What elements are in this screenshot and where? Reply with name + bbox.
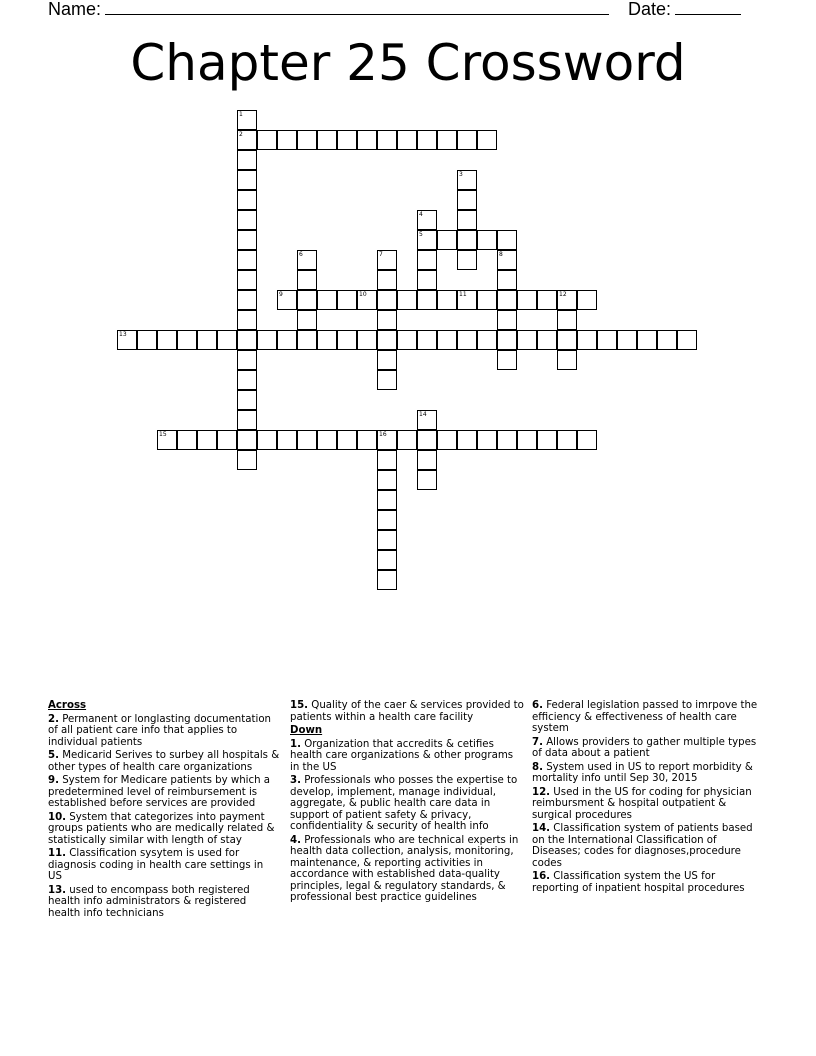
grid-cell[interactable]	[317, 130, 337, 150]
clues-column-2	[290, 700, 524, 906]
grid-cell[interactable]	[377, 530, 397, 550]
grid-cell[interactable]	[497, 330, 517, 350]
grid-cell[interactable]	[137, 330, 157, 350]
grid-cell[interactable]	[237, 170, 257, 190]
grid-cell[interactable]	[537, 290, 557, 310]
date-label: Date:	[628, 0, 672, 19]
grid-cell[interactable]	[557, 350, 577, 370]
grid-cell[interactable]	[457, 210, 477, 230]
clue-number: 12	[559, 291, 567, 298]
grid-cell[interactable]	[297, 430, 317, 450]
grid-cell[interactable]	[237, 310, 257, 330]
grid-cell[interactable]	[417, 450, 437, 470]
grid-cell[interactable]	[237, 130, 257, 150]
grid-cell[interactable]	[237, 150, 257, 170]
grid-cell[interactable]	[417, 250, 437, 270]
grid-cell[interactable]	[557, 290, 577, 310]
grid-cell[interactable]	[437, 130, 457, 150]
grid-cell[interactable]	[317, 330, 337, 350]
grid-cell[interactable]	[237, 330, 257, 350]
clue-number: 9	[279, 291, 283, 298]
clue-number: 3	[459, 171, 463, 178]
grid-cell[interactable]	[177, 330, 197, 350]
grid-cell[interactable]	[497, 430, 517, 450]
grid-cell[interactable]	[537, 330, 557, 350]
grid-cell[interactable]	[497, 350, 517, 370]
grid-cell[interactable]	[517, 330, 537, 350]
grid-cell[interactable]	[237, 210, 257, 230]
grid-cell[interactable]	[477, 230, 497, 250]
grid-cell[interactable]	[237, 410, 257, 430]
grid-cell[interactable]	[437, 430, 457, 450]
clue-number: 13	[119, 331, 127, 338]
clues-column-3	[532, 700, 764, 896]
grid-cell[interactable]	[557, 330, 577, 350]
grid-cell[interactable]	[497, 250, 517, 270]
grid-cell[interactable]	[277, 290, 297, 310]
grid-cell[interactable]	[437, 230, 457, 250]
clue-across-2: 2. Permanent or longlasting documentation of all patient care info that applies to individual patients	[48, 713, 272, 748]
grid-cell[interactable]	[497, 310, 517, 330]
grid-cell[interactable]	[377, 130, 397, 150]
grid-cell[interactable]	[457, 170, 477, 190]
grid-cell[interactable]	[297, 330, 317, 350]
grid-cell[interactable]	[377, 290, 397, 310]
clue-number: 8	[499, 251, 503, 258]
grid-cell[interactable]	[237, 250, 257, 270]
grid-cell[interactable]	[237, 290, 257, 310]
grid-cell[interactable]	[457, 330, 477, 350]
clue-across-13: 13. used to encompass both registered health info administrators & registered health info technicians	[48, 884, 250, 919]
grid-cell[interactable]	[357, 290, 377, 310]
grid-cell[interactable]	[517, 430, 537, 450]
clue-down-3: 3. Professionals who posses the expertise to develop, implement, manage individual, aggregate, & public health care data in support of patient safety & privacy, confidentiality & security of health info	[290, 775, 518, 832]
grid-cell[interactable]	[297, 130, 317, 150]
grid-cell[interactable]	[277, 430, 297, 450]
grid-cell[interactable]	[337, 430, 357, 450]
clue-down-4: 4. Professionals who are technical experts in health data collection, analysis, monitoring, maintenance, & reporting activities in accordance with established data-quality principles, legal & regulatory standards, & professional best practice guidelines	[290, 834, 519, 903]
grid-cell[interactable]	[377, 550, 397, 570]
clue-number: 6	[299, 251, 303, 258]
grid-cell[interactable]	[177, 430, 197, 450]
grid-cell[interactable]	[337, 290, 357, 310]
grid-cell[interactable]	[277, 330, 297, 350]
grid-cell[interactable]	[297, 290, 317, 310]
grid-cell[interactable]	[477, 430, 497, 450]
grid-cell[interactable]	[257, 130, 277, 150]
clue-down-8: 8. System used in US to report morbidity & mortality info until Sep 30, 2015	[532, 761, 753, 784]
grid-cell[interactable]	[457, 190, 477, 210]
grid-cell[interactable]	[237, 430, 257, 450]
grid-cell[interactable]	[337, 130, 357, 150]
grid-cell[interactable]	[437, 290, 457, 310]
clue-down-12: 12. Used in the US for coding for physician reimbursment & hospital outpatient & surgical procedures	[532, 786, 752, 821]
grid-cell[interactable]	[477, 290, 497, 310]
grid-cell[interactable]	[577, 290, 597, 310]
page-title: Chapter 25 Crossword	[130, 34, 686, 92]
clue-down-6: 6. Federal legislation passed to imrpove the efficiency & effectiveness of health care system	[532, 700, 758, 734]
grid-cell[interactable]	[677, 330, 697, 350]
clue-across-15: 15. Quality of the caer & services provided to patients within a health care facility	[290, 700, 524, 723]
grid-cell[interactable]	[197, 330, 217, 350]
grid-cell[interactable]	[377, 430, 397, 450]
grid-cell[interactable]	[417, 230, 437, 250]
grid-cell[interactable]	[477, 130, 497, 150]
grid-cell[interactable]	[437, 330, 457, 350]
grid-cell[interactable]	[257, 330, 277, 350]
grid-cell[interactable]	[377, 510, 397, 530]
grid-cell[interactable]	[457, 130, 477, 150]
clue-number: 2	[239, 131, 243, 138]
grid-cell[interactable]	[417, 130, 437, 150]
grid-cell[interactable]	[117, 330, 137, 350]
clue-across-9: 9. System for Medicare patients by which a predetermined level of reimbursement is established before services are provided	[48, 775, 271, 809]
clue-number: 4	[419, 211, 423, 218]
grid-cell[interactable]	[357, 130, 377, 150]
clues-column-1	[48, 700, 280, 921]
grid-cell[interactable]	[377, 270, 397, 290]
grid-cell[interactable]	[237, 350, 257, 370]
grid-cell[interactable]	[317, 430, 337, 450]
grid-cell[interactable]	[517, 290, 537, 310]
grid-cell[interactable]	[457, 430, 477, 450]
grid-cell[interactable]	[457, 250, 477, 270]
grid-cell[interactable]	[277, 130, 297, 150]
grid-cell[interactable]	[217, 330, 237, 350]
grid-cell[interactable]	[357, 330, 377, 350]
grid-cell[interactable]	[237, 370, 257, 390]
grid-cell[interactable]	[377, 330, 397, 350]
clue-across-10: 10. System that categorizes into payment groups patients who are medically related & statistically similar with length of stay	[48, 811, 275, 846]
clue-number: 11	[459, 291, 467, 298]
grid-cell[interactable]	[577, 330, 597, 350]
grid-cell[interactable]	[377, 470, 397, 490]
grid-cell[interactable]	[237, 230, 257, 250]
grid-cell[interactable]	[157, 330, 177, 350]
grid-cell[interactable]	[417, 470, 437, 490]
across-heading: Across	[48, 700, 87, 711]
grid-cell[interactable]	[457, 230, 477, 250]
grid-cell[interactable]	[557, 430, 577, 450]
clue-down-16: 16. Classification system the US for reporting of inpatient hospital procedures	[532, 871, 745, 894]
grid-cell[interactable]	[237, 110, 257, 130]
grid-cell[interactable]	[417, 430, 437, 450]
grid-cell[interactable]	[477, 330, 497, 350]
grid-cell[interactable]	[297, 310, 317, 330]
grid-cell[interactable]	[377, 310, 397, 330]
clue-number: 5	[419, 231, 423, 238]
grid-cell[interactable]	[397, 430, 417, 450]
grid-cell[interactable]	[197, 430, 217, 450]
clue-number: 1	[239, 111, 243, 118]
grid-cell[interactable]	[497, 290, 517, 310]
grid-cell[interactable]	[637, 330, 657, 350]
grid-cell[interactable]	[397, 330, 417, 350]
grid-cell[interactable]	[157, 430, 177, 450]
clue-down-1: 1. Organization that accredits & cetifies health care organizations & other programs in the US	[290, 738, 514, 773]
clue-across-11: 11. Classification sysytem is used for diagnosis coding in health care settings in US	[48, 848, 264, 882]
grid-cell[interactable]	[257, 430, 277, 450]
grid-cell[interactable]	[377, 450, 397, 470]
grid-cell[interactable]	[237, 390, 257, 410]
grid-cell[interactable]	[397, 130, 417, 150]
grid-cell[interactable]	[237, 190, 257, 210]
grid-cell[interactable]	[557, 310, 577, 330]
grid-cell[interactable]	[417, 410, 437, 430]
grid-cell[interactable]	[377, 350, 397, 370]
grid-cell[interactable]	[457, 290, 477, 310]
clue-number: 16	[379, 431, 387, 438]
grid-cell[interactable]	[417, 210, 437, 230]
grid-cell[interactable]	[377, 370, 397, 390]
clue-number: 7	[379, 251, 383, 258]
grid-cell[interactable]	[297, 250, 317, 270]
grid-cell[interactable]	[217, 430, 237, 450]
grid-cell[interactable]	[617, 330, 637, 350]
grid-cell[interactable]	[537, 430, 557, 450]
grid-cell[interactable]	[297, 270, 317, 290]
grid-cell[interactable]	[417, 290, 437, 310]
clue-down-14: 14. Classification system of patients based on the International Classification of Diseases; codes for diagnoses,procedure codes	[532, 823, 753, 869]
grid-cell[interactable]	[237, 270, 257, 290]
name-label: Name:	[48, 0, 102, 19]
grid-cell[interactable]	[377, 490, 397, 510]
grid-cell[interactable]	[377, 250, 397, 270]
grid-cell[interactable]	[397, 290, 417, 310]
grid-cell[interactable]	[597, 330, 617, 350]
grid-cell[interactable]	[417, 270, 437, 290]
grid-cell[interactable]	[377, 570, 397, 590]
grid-cell[interactable]	[317, 290, 337, 310]
down-heading: Down	[290, 725, 323, 736]
grid-cell[interactable]	[357, 430, 377, 450]
grid-cell[interactable]	[237, 450, 257, 470]
grid-cell[interactable]	[417, 330, 437, 350]
grid-cell[interactable]	[337, 330, 357, 350]
clue-number: 15	[159, 431, 167, 438]
clue-number: 10	[359, 291, 367, 298]
grid-cell[interactable]	[657, 330, 677, 350]
clue-down-7: 7. Allows providers to gather multiple types of data about a patient	[532, 736, 757, 759]
grid-cell[interactable]	[497, 270, 517, 290]
clue-number: 14	[419, 411, 427, 418]
grid-cell[interactable]	[497, 230, 517, 250]
clue-across-5: 5. Medicarid Serives to surbey all hospitals & other types of health care organizations	[48, 750, 280, 773]
grid-cell[interactable]	[577, 430, 597, 450]
